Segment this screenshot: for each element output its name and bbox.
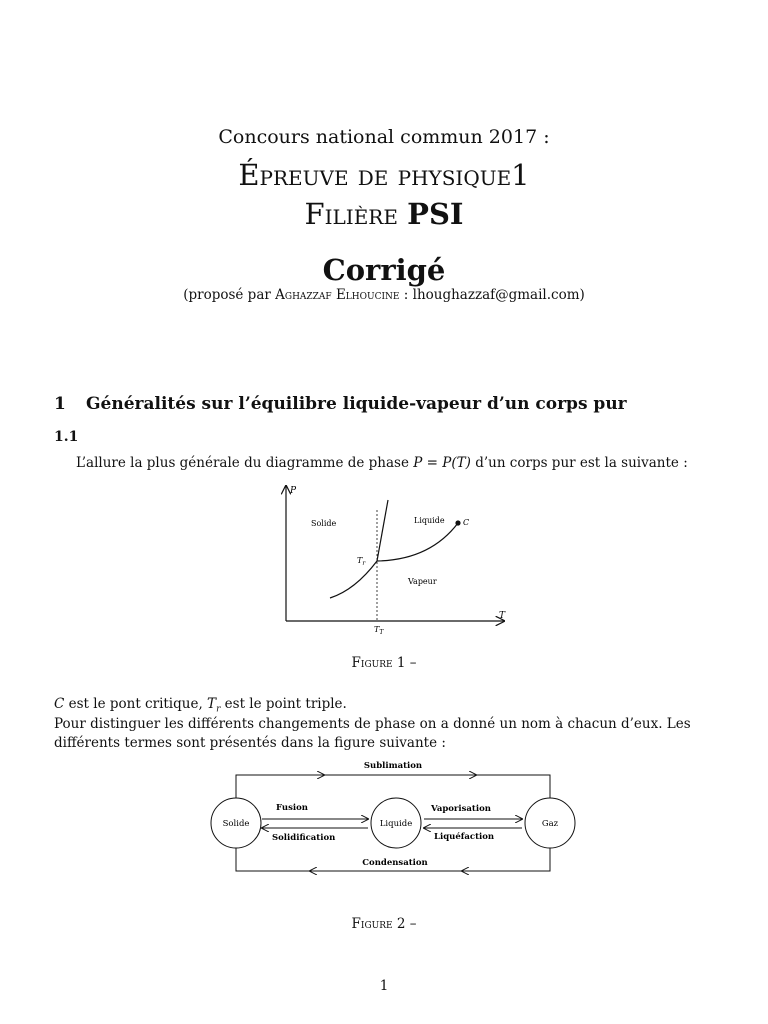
label-C: C bbox=[463, 518, 470, 527]
eq-equals: = bbox=[422, 455, 443, 471]
axis-y-label: P bbox=[290, 486, 297, 496]
p1-text-a: est le pont critique, bbox=[68, 696, 203, 712]
section-heading bbox=[54, 394, 627, 414]
label-gaz-node: Gaz bbox=[541, 819, 559, 829]
axis-x-label: T bbox=[499, 611, 506, 621]
subsection-heading: 1.1 bbox=[54, 429, 79, 445]
label-TT-sub: T bbox=[379, 629, 384, 636]
label-liquide: Liquide bbox=[414, 516, 445, 525]
label-liquide-node: Liquide bbox=[379, 819, 413, 829]
epreuve-title: Épreuve de physique1 bbox=[238, 158, 530, 192]
vaporisation-curve bbox=[377, 523, 458, 561]
label-Tr-main: T bbox=[357, 556, 363, 565]
corrige-title: Corrigé bbox=[322, 253, 446, 287]
eq-PT: P(T) bbox=[442, 455, 471, 471]
sublimation-path bbox=[236, 775, 550, 801]
fusion-curve bbox=[377, 500, 388, 561]
label-solide-node: Solide bbox=[222, 819, 250, 829]
label-solide: Solide bbox=[311, 519, 337, 528]
author-line bbox=[0, 287, 768, 303]
section-title: Généralités sur l’équilibre liquide-vapeur d’un corps pur bbox=[86, 394, 627, 414]
p1-text-b: est le point triple. bbox=[224, 696, 347, 712]
critical-point bbox=[455, 520, 460, 525]
eq-P: P bbox=[413, 455, 423, 471]
phase-change-diagram bbox=[200, 755, 580, 885]
filiere-title bbox=[0, 197, 768, 231]
label-vapeur: Vapeur bbox=[408, 577, 437, 586]
label-Tr bbox=[357, 556, 366, 567]
author-email: : lhoughazzaf@gmail.com) bbox=[403, 287, 585, 303]
intro-text: L’allure la plus générale du diagramme de phase bbox=[76, 455, 409, 471]
p1-T: T bbox=[207, 696, 217, 712]
intro-paragraph bbox=[76, 455, 688, 471]
intro-text-end: d’un corps pur est la suivante : bbox=[475, 455, 688, 471]
label-solidification: Solidification bbox=[272, 833, 336, 843]
author-name: Aghazzaf Elhoucine bbox=[275, 287, 400, 303]
section-number: 1 bbox=[54, 394, 66, 414]
p1-sub: r bbox=[216, 704, 221, 715]
phase-diagram bbox=[270, 480, 520, 640]
filiere-prefix: Filière bbox=[304, 197, 398, 231]
label-fusion: Fusion bbox=[276, 803, 308, 813]
concours-title: Concours national commun 2017 : bbox=[218, 126, 550, 148]
sublimation-curve bbox=[330, 561, 377, 598]
label-TT bbox=[374, 625, 384, 636]
page-number: 1 bbox=[379, 978, 389, 994]
label-Tr-sub: r bbox=[362, 560, 366, 567]
figure1-caption: Figure 1 – bbox=[351, 655, 417, 671]
label-TT-main: T bbox=[374, 625, 380, 634]
propose-prefix: (proposé par bbox=[183, 287, 271, 303]
figure2-caption: Figure 2 – bbox=[351, 916, 417, 932]
paragraph-phase-changes: Pour distinguer les différents changements de phase on a donné un nom à chacun d’eux. Les différents termes sont présentés dans la figure suivante : bbox=[54, 716, 691, 751]
label-vaporisation: Vaporisation bbox=[431, 804, 491, 814]
p1-C: C bbox=[54, 696, 65, 712]
paragraph-critical bbox=[54, 696, 347, 715]
filiere-name: PSI bbox=[407, 197, 464, 231]
label-liquefaction: Liquéfaction bbox=[434, 832, 495, 842]
label-sublimation: Sublimation bbox=[363, 761, 423, 771]
label-condensation: Condensation bbox=[362, 858, 428, 868]
